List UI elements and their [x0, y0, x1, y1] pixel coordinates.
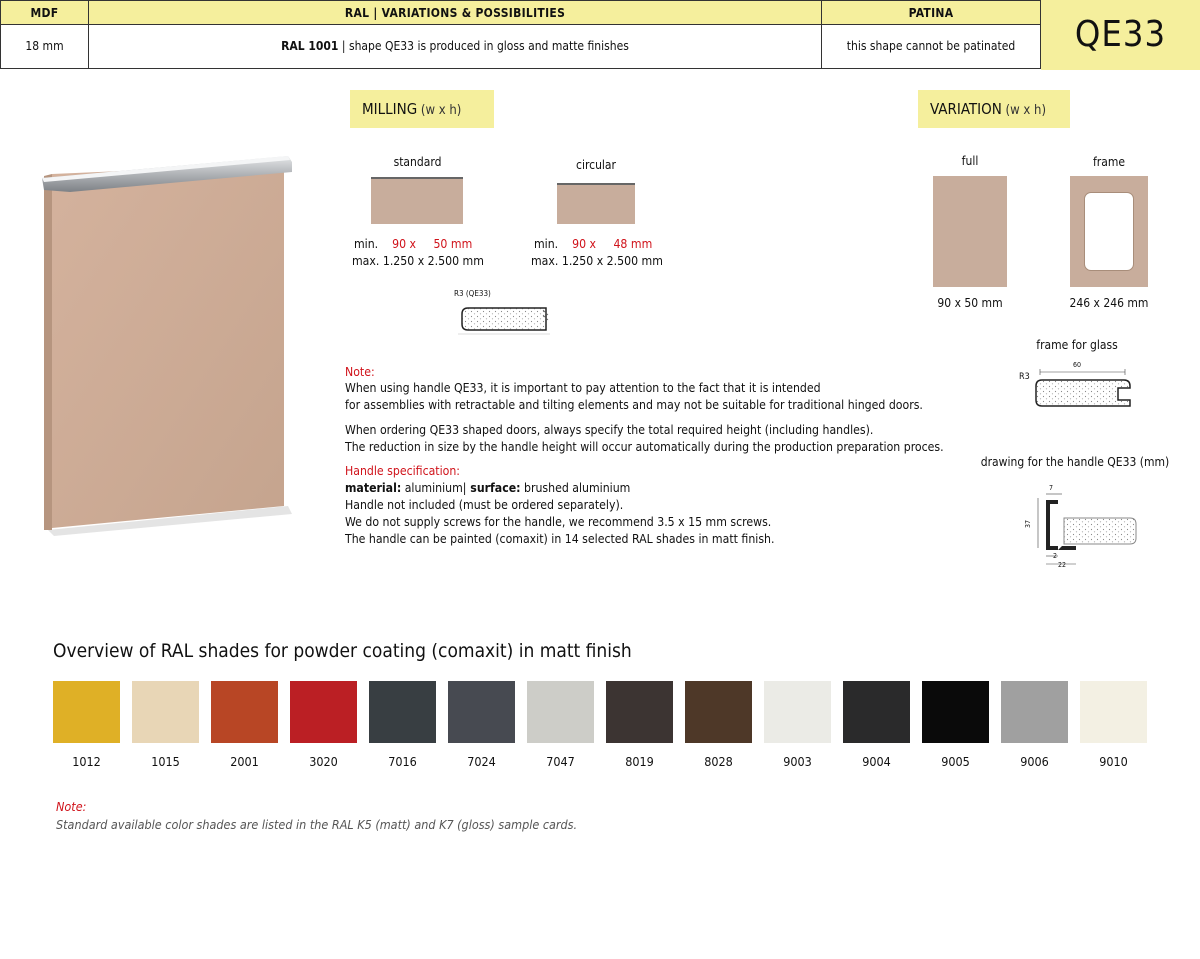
- ral-swatch-9005: [922, 681, 989, 743]
- ral-swatch-1012: [53, 681, 120, 743]
- spec-header-table: [0, 0, 1041, 69]
- ral-swatch-7016: [369, 681, 436, 743]
- ral-swatch-7047: [527, 681, 594, 743]
- ral-swatch-label: 1012: [72, 754, 101, 769]
- ral-swatch-label: 1015: [151, 754, 180, 769]
- full-variation-tile: [933, 176, 1007, 287]
- ral-swatch-8019: [606, 681, 673, 743]
- handle-dim-bottom: 22: [1058, 561, 1067, 569]
- ral-swatch-2001: [211, 681, 278, 743]
- ral-swatch-label: 9005: [941, 754, 970, 769]
- ral-overview-title: Overview of RAL shades for powder coating (comaxit) in matt finish: [53, 640, 632, 662]
- profile-label: R3 (QE33): [454, 289, 491, 298]
- ral-swatch-label: 8019: [625, 754, 654, 769]
- ral-swatch-label: 9004: [862, 754, 891, 769]
- mdf-value: 18 mm: [25, 39, 64, 53]
- ral-swatch-label: 7024: [467, 754, 496, 769]
- milling-label: MILLING (w x h): [350, 90, 494, 128]
- patina-value: this shape cannot be patinated: [846, 39, 1016, 53]
- ral-swatch-label: 2001: [230, 754, 259, 769]
- frame-glass-title: frame for glass: [1036, 338, 1118, 352]
- patina-header: PATINA: [821, 0, 1041, 25]
- door-with-handle-image: [30, 150, 310, 550]
- ral-swatch-label: 9003: [783, 754, 812, 769]
- handle-dim-inner: 2: [1053, 552, 1058, 560]
- standard-milling-tile: [371, 177, 463, 224]
- ral-description: | shape QE33 is produced in gloss and matte finishes: [338, 39, 629, 53]
- ral-code: RAL 1001: [281, 39, 339, 53]
- variation-label: VARIATION (w x h): [918, 90, 1070, 128]
- ral-swatch-label: 8028: [704, 754, 733, 769]
- mdf-header: MDF: [0, 0, 89, 25]
- circular-max: max. 1.250 x 2.500 mm: [531, 254, 663, 268]
- handle-profile-drawing: [1030, 488, 1145, 573]
- handle-line-2: We do not supply screws for the handle, we recommend 3.5 x 15 mm screws.: [345, 515, 772, 529]
- ral-swatch-9004: [843, 681, 910, 743]
- handle-spec-title: Handle specification:: [345, 464, 461, 478]
- ral-swatch-1015: [132, 681, 199, 743]
- ral-swatch-7024: [448, 681, 515, 743]
- footer-note-text: Standard available color shades are listed in the RAL K5 (matt) and K7 (gloss) sample cards.: [56, 817, 578, 832]
- footer-note-title: Note:: [56, 799, 87, 814]
- order-line-2: The reduction in size by the handle height will occur automatically during the production preparation proces.: [345, 440, 944, 454]
- handle-material-line: material: aluminium| surface: brushed aluminium: [345, 481, 631, 495]
- ral-swatch-9003: [764, 681, 831, 743]
- ral-swatch-label: 7016: [388, 754, 417, 769]
- note-line-1: When using handle QE33, it is important to pay attention to the fact that it is intended: [345, 381, 821, 395]
- note-title: Note:: [345, 365, 375, 379]
- ral-swatch-label: 7047: [546, 754, 575, 769]
- handle-drawing-title: drawing for the handle QE33 (mm): [980, 455, 1170, 469]
- standard-min: min. 90 x 50 mm: [354, 237, 473, 251]
- ral-swatch-label: 9006: [1020, 754, 1049, 769]
- standard-max: max. 1.250 x 2.500 mm: [352, 254, 484, 268]
- standard-title: standard: [393, 155, 442, 169]
- ral-swatch-8028: [685, 681, 752, 743]
- handle-line-3: The handle can be painted (comaxit) in 14 selected RAL shades in matt finish.: [345, 532, 775, 546]
- circular-min: min. 90 x 48 mm: [534, 237, 653, 251]
- circular-title: circular: [576, 158, 616, 172]
- full-size: 90 x 50 mm: [937, 296, 1003, 310]
- ral-swatch-3020: [290, 681, 357, 743]
- ral-swatch-9010: [1080, 681, 1147, 743]
- ral-swatch-label: 3020: [309, 754, 338, 769]
- frame-size: 246 x 246 mm: [1069, 296, 1149, 310]
- frame-title: frame: [1092, 155, 1125, 169]
- handle-dim-side: 37: [1024, 519, 1033, 529]
- profile-r3-drawing: [458, 300, 558, 344]
- frame-glass-drawing: [1030, 360, 1140, 412]
- ral-swatch-label: 9010: [1099, 754, 1128, 769]
- handle-dim-top: 7: [1049, 484, 1054, 492]
- order-line-1: When ordering QE33 shaped doors, always specify the total required height (including handles).: [345, 423, 874, 437]
- ral-variations-value: [89, 25, 821, 68]
- handle-line-1: Handle not included (must be ordered separately).: [345, 498, 624, 512]
- full-title: full: [961, 154, 979, 168]
- ral-variations-header: RAL | VARIATIONS & POSSIBILITIES: [89, 0, 821, 25]
- product-code: QE33: [1041, 0, 1200, 70]
- frame-glass-r3: R3: [1019, 372, 1030, 382]
- frame-variation-tile: [1070, 176, 1148, 287]
- note-line-2: for assemblies with retractable and tilting elements and may not be suitable for traditional hinged doors.: [345, 398, 923, 412]
- ral-swatch-9006: [1001, 681, 1068, 743]
- circular-milling-tile: [557, 183, 635, 224]
- frame-glass-dim: 60: [1073, 361, 1082, 369]
